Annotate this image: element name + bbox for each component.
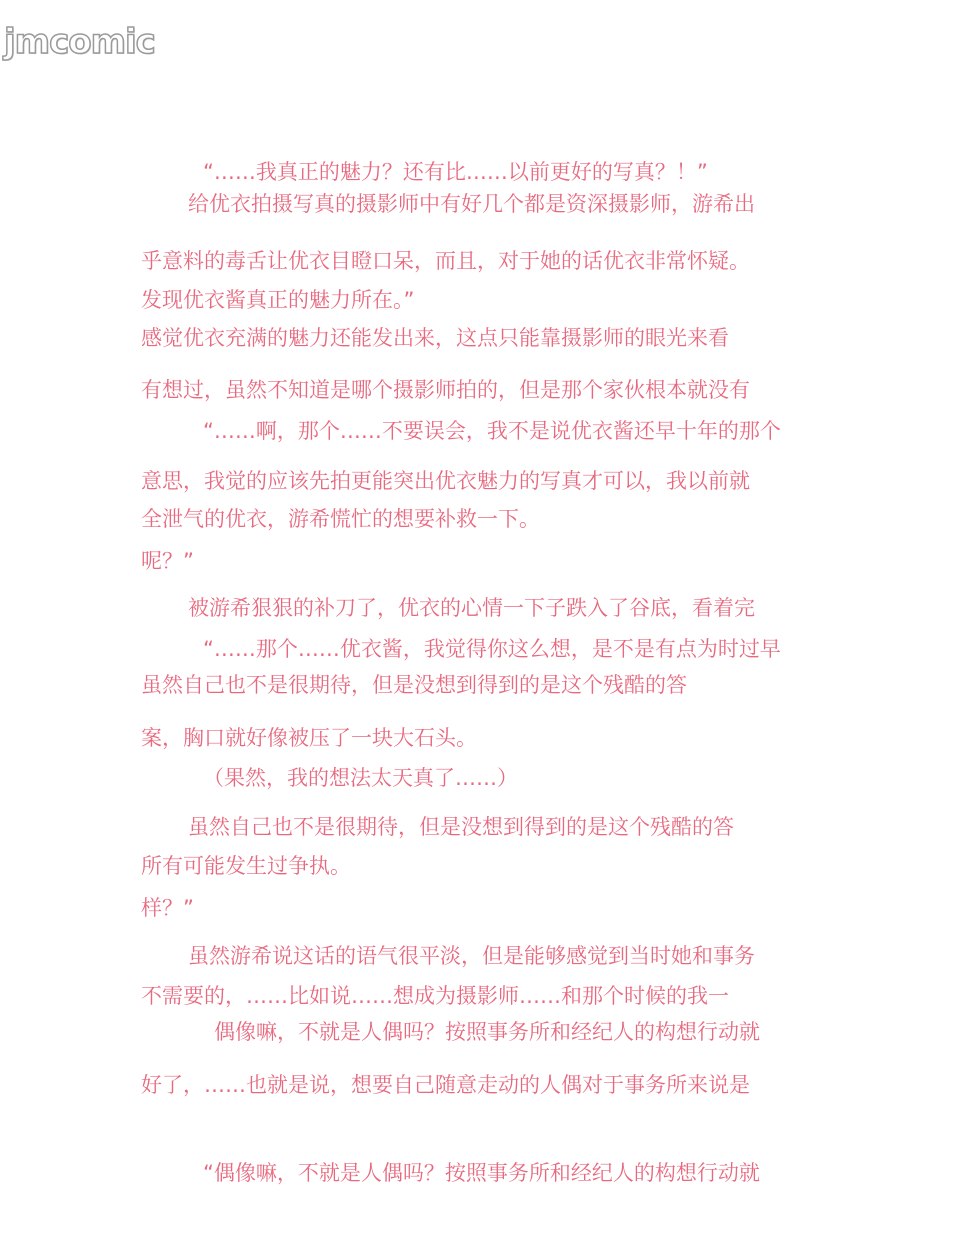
text-line: 发现优衣酱真正的魅力所在。” xyxy=(141,288,415,312)
text-line: 虽然自己也不是很期待，但是没想到得到的是这个残酷的答 xyxy=(141,673,687,697)
text-line: 有想过，虽然不知道是哪个摄影师拍的，但是那个家伙根本就没有 xyxy=(141,378,750,402)
text-line: 案，胸口就好像被压了一块大石头。 xyxy=(141,726,477,750)
text-line: 被游希狠狠的补刀了，优衣的心情一下子跌入了谷底，看着完 xyxy=(188,596,755,620)
text-line: “……那个……优衣酱，我觉得你这么想，是不是有点为时过早 xyxy=(203,637,781,661)
text-line: （果然，我的想法太天真了……） xyxy=(203,766,518,790)
text-line: 意思，我觉的应该先拍更能突出优衣魅力的写真才可以，我以前就 xyxy=(141,469,750,493)
text-line: 感觉优衣充满的魅力还能发出来，这点只能靠摄影师的眼光来看 xyxy=(141,326,729,350)
text-line: 偶像嘛，不就是人偶吗？按照事务所和经纪人的构想行动就 xyxy=(214,1020,760,1044)
text-line: 好了，……也就是说，想要自己随意走动的人偶对于事务所来说是 xyxy=(141,1073,750,1097)
text-line: 虽然游希说这话的语气很平淡，但是能够感觉到当时她和事务 xyxy=(188,944,755,968)
text-line: 虽然自己也不是很期待，但是没想到得到的是这个残酷的答 xyxy=(188,815,734,839)
text-line: 呢？” xyxy=(141,549,194,573)
watermark-logo: jmcomic xyxy=(4,22,155,62)
text-line: 全泄气的优衣，游希慌忙的想要补救一下。 xyxy=(141,507,540,531)
text-line: “偶像嘛，不就是人偶吗？按照事务所和经纪人的构想行动就 xyxy=(203,1161,760,1185)
text-line: 不需要的，……比如说……想成为摄影师……和那个时候的我一 xyxy=(141,984,729,1008)
text-line: 乎意料的毒舌让优衣目瞪口呆，而且，对于她的话优衣非常怀疑。 xyxy=(141,249,750,273)
text-line: 给优衣拍摄写真的摄影师中有好几个都是资深摄影师，游希出 xyxy=(188,192,755,216)
text-line: “……我真正的魅力？还有比……以前更好的写真？！” xyxy=(203,160,708,184)
text-line: 样？” xyxy=(141,896,194,920)
text-line: 所有可能发生过争执。 xyxy=(141,854,351,878)
text-line: “……啊，那个……不要误会，我不是说优衣酱还早十年的那个 xyxy=(203,419,781,443)
